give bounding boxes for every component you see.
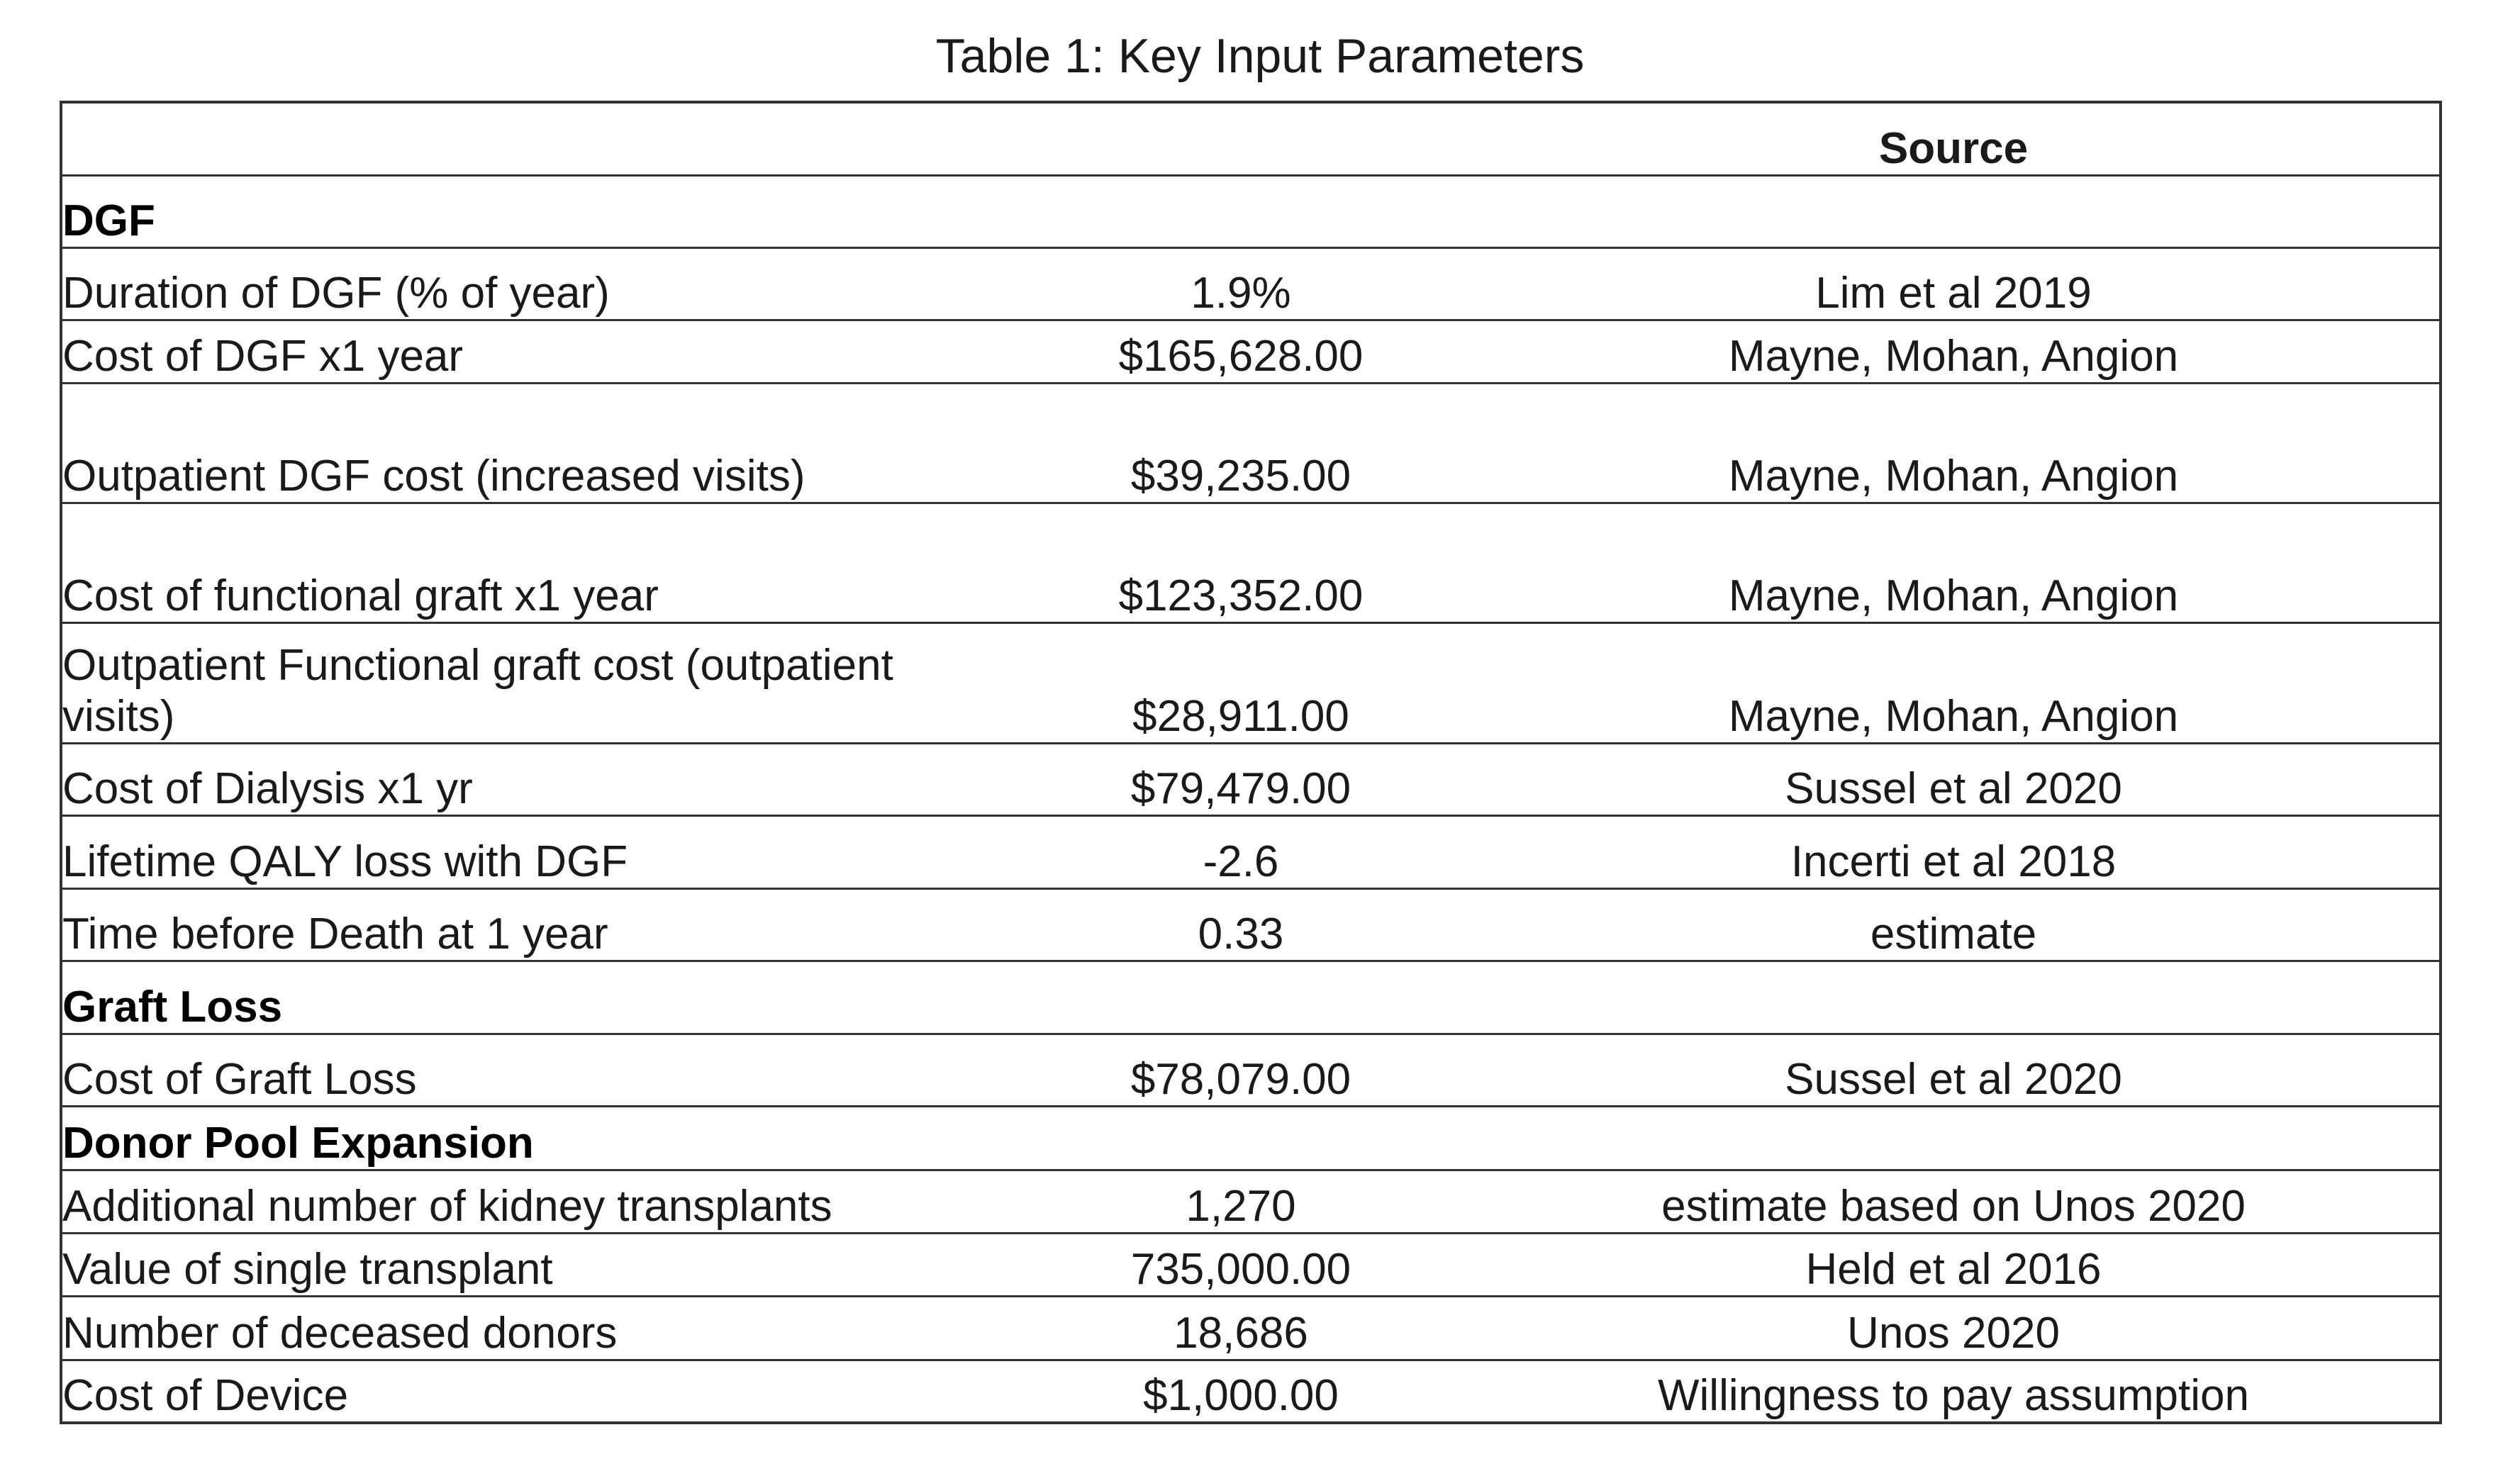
section-label: Graft Loss — [61, 961, 1014, 1034]
parameter-value: $1,000.00 — [1143, 1371, 1339, 1420]
section-label: Donor Pool Expansion — [61, 1106, 1014, 1170]
parameter-value: 735,000.00 — [1014, 1233, 1468, 1296]
parameter-source: Mayne, Mohan, Angion — [1468, 320, 2441, 383]
section-row-graft-loss — [61, 961, 2441, 1034]
parameter-value: 1,270 — [1014, 1170, 1468, 1233]
parameter-source: Willingness to pay assumption — [1658, 1371, 2249, 1420]
table-row — [61, 622, 2441, 743]
parameter-label: Duration of DGF (% of year) — [61, 247, 1014, 320]
parameter-label: Additional number of kidney transplants — [61, 1170, 1014, 1233]
parameter-value: $39,235.00 — [1014, 383, 1468, 503]
header-source: Source — [1468, 102, 2441, 175]
parameter-label: Time before Death at 1 year — [61, 888, 1014, 961]
parameter-source: Mayne, Mohan, Angion — [1468, 383, 2441, 503]
parameter-value: 1.9% — [1014, 247, 1468, 320]
parameter-source: Sussel et al 2020 — [1468, 1034, 2441, 1106]
parameter-label: Lifetime QALY loss with DGF — [61, 815, 1014, 888]
header-value — [1014, 102, 1468, 175]
parameter-label: Cost of Device — [62, 1371, 349, 1420]
table-row — [61, 1170, 2441, 1233]
key-input-parameters-table — [60, 101, 2442, 1424]
table-row — [61, 815, 2441, 888]
parameter-label: Cost of functional graft x1 year — [61, 503, 1014, 622]
table-row — [61, 503, 2441, 622]
parameter-source: Incerti et al 2018 — [1468, 815, 2441, 888]
parameter-source: Mayne, Mohan, Angion — [1468, 622, 2441, 743]
section-label: DGF — [61, 175, 1014, 247]
table-row — [61, 1296, 2441, 1360]
parameter-label: Outpatient Functional graft cost (outpatient visits) — [61, 622, 1014, 743]
table-row — [61, 247, 2441, 320]
parameter-label: Outpatient DGF cost (increased visits) — [61, 383, 1014, 503]
parameter-value: -2.6 — [1014, 815, 1468, 888]
table-row — [61, 743, 2441, 815]
table-row — [61, 320, 2441, 383]
table-title: Table 1: Key Input Parameters — [935, 29, 1585, 83]
parameter-value: $165,628.00 — [1014, 320, 1468, 383]
parameter-source: Lim et al 2019 — [1468, 247, 2441, 320]
table-row — [61, 1034, 2441, 1106]
parameter-label: Cost of Dialysis x1 yr — [61, 743, 1014, 815]
parameter-source: Held et al 2016 — [1468, 1233, 2441, 1296]
parameter-source: Unos 2020 — [1468, 1296, 2441, 1360]
parameter-label: Cost of Graft Loss — [61, 1034, 1014, 1106]
parameter-value: $79,479.00 — [1014, 743, 1468, 815]
section-row-dgf — [61, 175, 2441, 247]
table-row — [61, 888, 2441, 961]
parameter-label: Value of single transplant — [61, 1233, 1014, 1296]
parameter-value: 18,686 — [1014, 1296, 1468, 1360]
table-header-row — [61, 102, 2441, 175]
parameter-source: estimate based on Unos 2020 — [1468, 1170, 2441, 1233]
parameter-source: Mayne, Mohan, Angion — [1468, 503, 2441, 622]
parameter-source: estimate — [1468, 888, 2441, 961]
table-row — [61, 1360, 2441, 1423]
parameter-value: $123,352.00 — [1014, 503, 1468, 622]
section-row-donor-pool-expansion — [61, 1106, 2441, 1170]
parameter-label: Cost of DGF x1 year — [61, 320, 1014, 383]
parameter-value: 0.33 — [1014, 888, 1468, 961]
table-row — [61, 1233, 2441, 1296]
parameter-label: Number of deceased donors — [61, 1296, 1014, 1360]
parameter-source: Sussel et al 2020 — [1468, 743, 2441, 815]
header-parameter — [61, 102, 1014, 175]
table-row — [61, 383, 2441, 503]
parameter-value: $78,079.00 — [1014, 1034, 1468, 1106]
parameter-value: $28,911.00 — [1014, 622, 1468, 743]
